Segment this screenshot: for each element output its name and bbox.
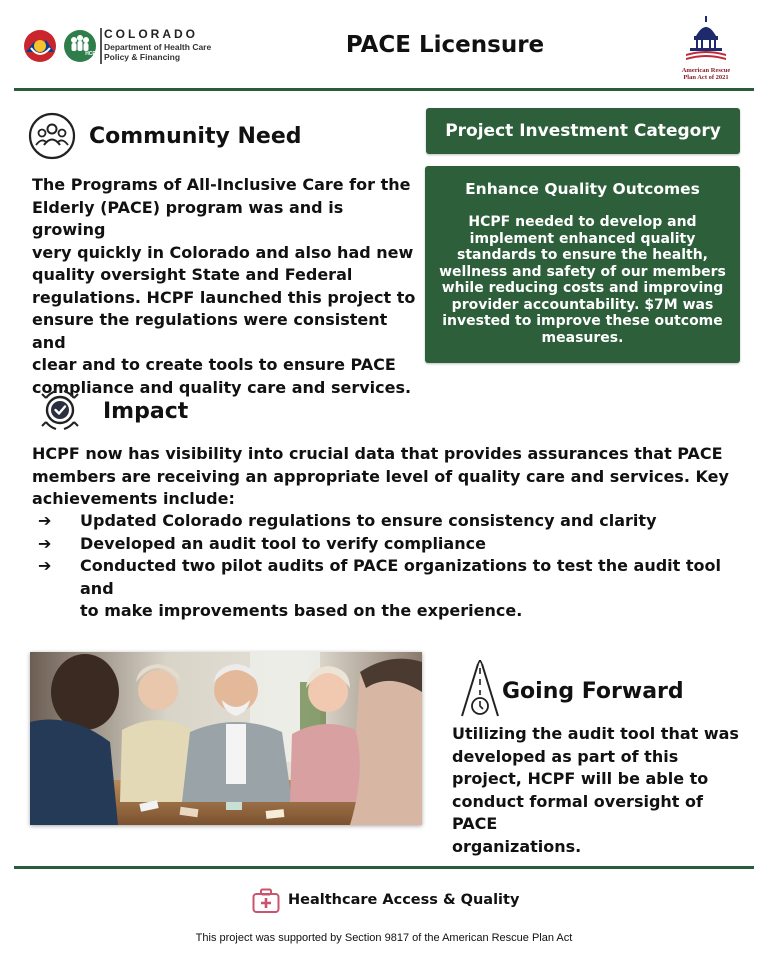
arpa-line1: American Rescue bbox=[681, 67, 731, 74]
outcome-line: wellness and safety of our members bbox=[439, 263, 726, 280]
community-line: compliance and quality care and services. bbox=[32, 377, 412, 397]
outcome-line: invested to improve these outcome bbox=[442, 313, 723, 329]
header-divider bbox=[14, 88, 754, 91]
community-line: Elderly (PACE) program was and is growing bbox=[32, 197, 344, 239]
impact-intro bbox=[32, 443, 744, 511]
org-name bbox=[104, 28, 211, 62]
outcome-body bbox=[435, 214, 730, 346]
forward-title: Going Forward bbox=[502, 679, 684, 704]
page-title: PACE Licensure bbox=[345, 32, 545, 58]
outcome-box bbox=[425, 166, 740, 363]
outcome-line: standards to ensure the health, bbox=[457, 247, 708, 263]
forward-line: Utilizing the audit tool that was bbox=[452, 724, 739, 743]
forward-line: conduct formal oversight of PACE bbox=[452, 791, 703, 833]
forward-line: organizations. bbox=[452, 836, 582, 856]
logo-divider bbox=[100, 28, 102, 64]
achievement-line: Updated Colorado regulations to ensure consistency and clarity bbox=[80, 511, 657, 530]
community-line: very quickly in Colorado and also had new bbox=[32, 242, 414, 262]
community-title: Community Need bbox=[89, 124, 302, 149]
impact-line: HCPF now has visibility into crucial data that provides assurances that PACE bbox=[32, 444, 723, 463]
community-line: regulations. HCPF launched this project to bbox=[32, 287, 416, 307]
footer-label: Healthcare Access & Quality bbox=[288, 892, 520, 908]
seniors-photo bbox=[30, 652, 422, 825]
medical-kit-icon bbox=[252, 888, 280, 914]
impact-line: achievements include: bbox=[32, 489, 235, 508]
forward-line: developed as part of this bbox=[452, 746, 679, 766]
org-dept-line2: Policy & Financing bbox=[104, 51, 181, 62]
community-body bbox=[32, 174, 416, 399]
community-line: The Programs of All-Inclusive Care for the bbox=[32, 175, 411, 194]
community-line: quality oversight State and Federal bbox=[32, 265, 353, 284]
footer-divider bbox=[14, 866, 754, 869]
arpa-line2: Plan Act of 2021 bbox=[683, 73, 729, 81]
arrow-icon: ➔ bbox=[38, 556, 52, 575]
capitol-dome-icon bbox=[684, 14, 728, 64]
arrow-icon: ➔ bbox=[38, 533, 52, 553]
community-line: clear and to create tools to ensure PACE bbox=[32, 355, 396, 374]
org-dept-line1: Department of Health Care bbox=[104, 42, 212, 53]
logo-badge: HCPF bbox=[85, 51, 99, 57]
arpa-logo bbox=[666, 14, 746, 86]
impact-line: members are receiving an appropriate level of quality care and services. Key bbox=[32, 466, 729, 486]
footer-note: This project was supported by Section 9817 of the American Rescue Plan Act bbox=[195, 932, 573, 944]
org-state: COLORADO bbox=[104, 27, 198, 41]
outcome-line: measures. bbox=[541, 329, 624, 346]
colorado-logo-icon bbox=[22, 26, 102, 66]
achievement-line: Developed an audit tool to verify compliance bbox=[80, 533, 486, 553]
achievement-line: to make improvements based on the experience. bbox=[80, 601, 523, 620]
outcome-line: HCPF needed to develop and bbox=[468, 214, 697, 230]
outcome-line: while reducing costs and improving bbox=[441, 280, 724, 296]
forward-line: project, HCPF will be able to bbox=[452, 769, 709, 788]
impact-title: Impact bbox=[103, 399, 189, 424]
list-item bbox=[34, 555, 744, 623]
arrow-icon: ➔ bbox=[38, 511, 52, 530]
community-icon bbox=[28, 112, 74, 158]
road-compass-icon bbox=[460, 660, 500, 718]
community-line: ensure the regulations were consistent and bbox=[32, 310, 388, 352]
target-check-icon bbox=[36, 386, 82, 432]
list-item bbox=[34, 510, 744, 533]
list-item bbox=[34, 533, 744, 556]
outcome-line: provider accountability. $7M was bbox=[451, 296, 714, 313]
outcome-title: Enhance Quality Outcomes bbox=[465, 180, 700, 198]
forward-body bbox=[452, 723, 752, 858]
investment-category-label: Project Investment Category bbox=[426, 108, 740, 154]
outcome-line: implement enhanced quality bbox=[469, 230, 696, 247]
achievement-line: Conducted two pilot audits of PACE organizations to test the audit tool and bbox=[80, 556, 721, 598]
achievements-list bbox=[34, 510, 744, 623]
